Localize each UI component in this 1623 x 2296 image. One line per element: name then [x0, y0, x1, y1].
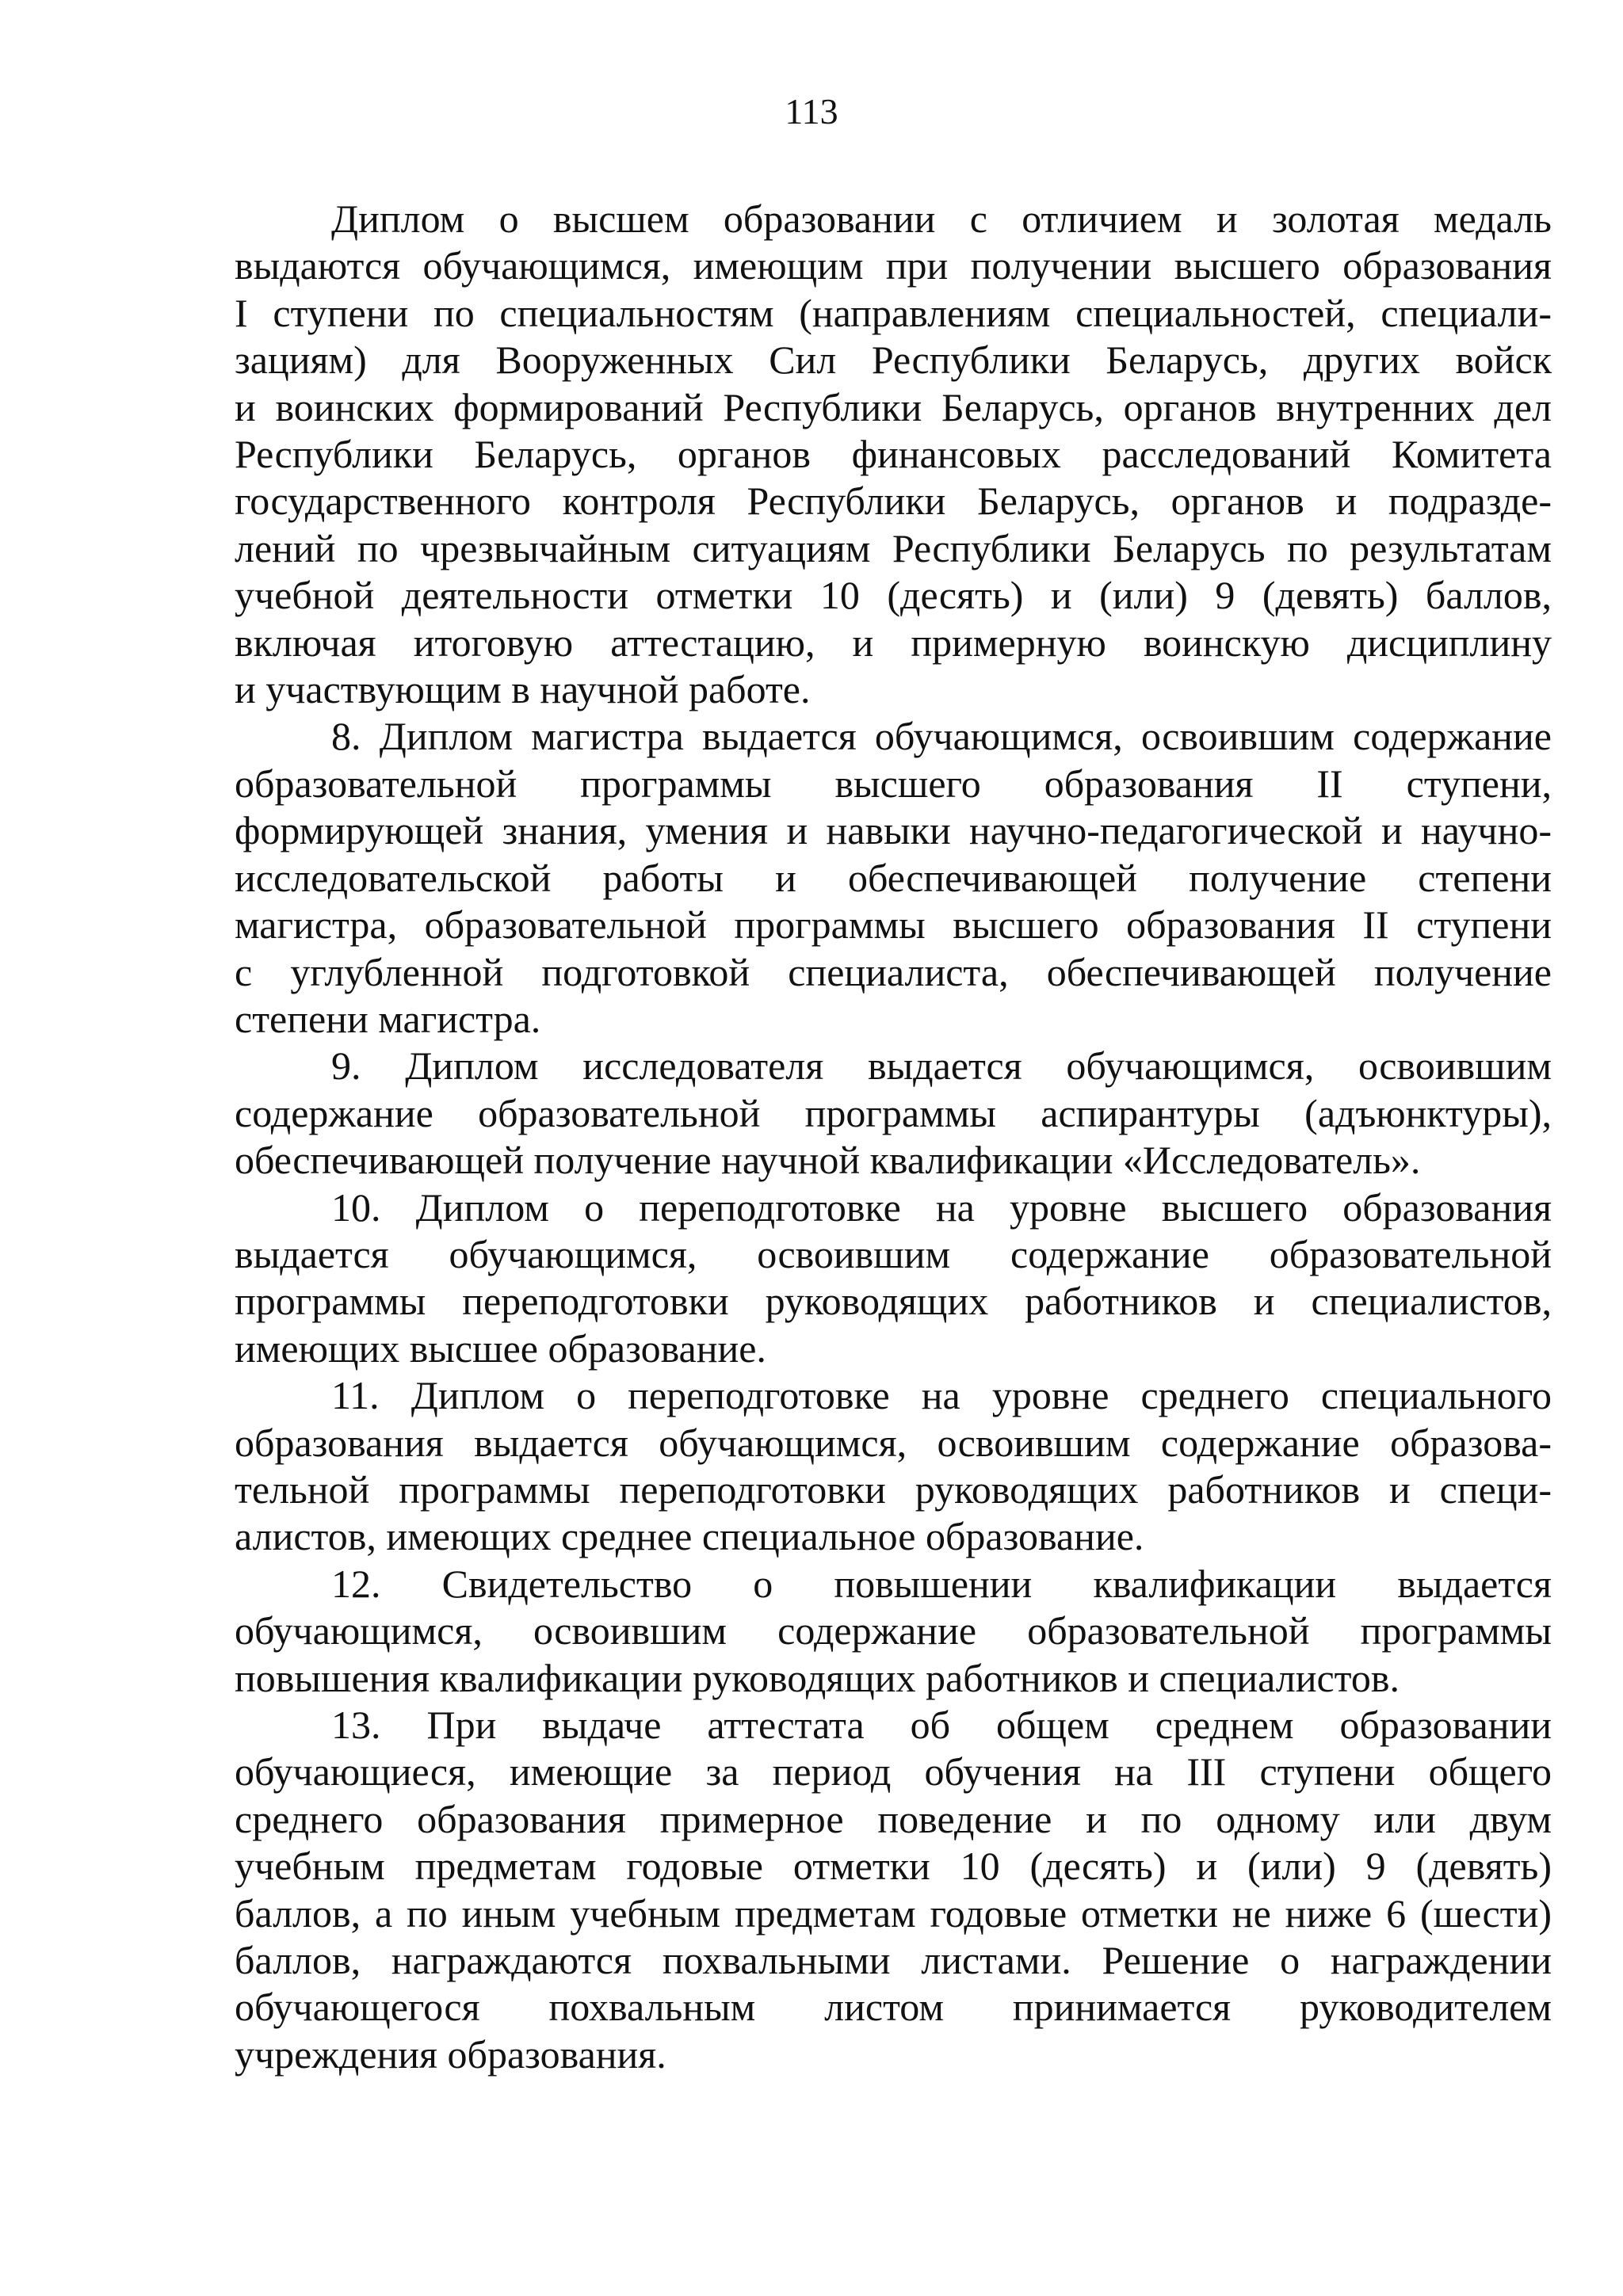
text-line: включая итоговую аттестацию, и примерную воинскую дисциплину	[235, 620, 1552, 665]
document-body	[235, 196, 1552, 2078]
paragraph	[235, 196, 1552, 713]
text-line: Диплом о высшем образовании с отличием и золотая медаль	[331, 196, 1552, 241]
paragraph	[235, 713, 1552, 1043]
text-line: имеющих высшее образование.	[235, 1325, 766, 1371]
text-line: и участвующим в научной работе.	[235, 667, 811, 712]
text-line: учебной деятельности отметки 10 (десять) и (или) 9 (девять) баллов,	[235, 573, 1552, 618]
text-line: обучающиеся, имеющие за период обучения на III ступени общего	[235, 1749, 1552, 1794]
page-number: 113	[785, 91, 838, 132]
text-line: образовательной программы высшего образования II ступени,	[235, 761, 1552, 806]
text-line: баллов, награждаются похвальными листами. Решение о награждении	[235, 1938, 1552, 1983]
text-line: 10. Диплом о переподготовке на уровне высшего образования	[331, 1184, 1552, 1230]
text-line: Республики Беларусь, органов финансовых расследований Комитета	[235, 432, 1552, 477]
text-line: государственного контроля Республики Беларусь, органов и подразде-	[235, 479, 1552, 524]
text-line: учреждения образования.	[235, 2031, 666, 2077]
text-line: степени магистра.	[235, 996, 541, 1041]
text-line: баллов, а по иным учебным предметам годовые отметки не ниже 6 (шести)	[235, 1890, 1552, 1936]
text-line: формирующей знания, умения и навыки научно-педагогической и научно-	[235, 808, 1552, 853]
text-line: I ступени по специальностям (направлениям специальностей, специали-	[235, 290, 1552, 335]
paragraph	[235, 1184, 1552, 1373]
paragraph	[235, 1561, 1552, 1702]
text-line: обучающимся, освоившим содержание образовательной программы	[235, 1608, 1552, 1653]
text-line: алистов, имеющих среднее специальное образование.	[235, 1514, 1144, 1559]
text-line: лений по чрезвычайным ситуациям Республики Беларусь по результатам	[235, 525, 1552, 570]
text-line: 12. Свидетельство о повышении квалификации выдается	[331, 1561, 1552, 1606]
text-line: 8. Диплом магистра выдается обучающимся, освоившим содержание	[331, 714, 1552, 759]
text-line: содержание образовательной программы аспирантуры (адъюнктуры),	[235, 1090, 1552, 1135]
text-line: и воинских формирований Республики Беларусь, органов внутренних дел	[235, 384, 1552, 429]
paragraph	[235, 1372, 1552, 1561]
text-line: обучающегося похвальным листом принимается руководителем	[235, 1985, 1552, 2030]
text-line: выдаются обучающимся, имеющим при получении высшего образования	[235, 243, 1552, 288]
text-line: повышения квалификации руководящих работников и специалистов.	[235, 1655, 1400, 1700]
text-line: среднего образования примерное поведение и по одному или двум	[235, 1796, 1552, 1841]
text-line: 11. Диплом о переподготовке на уровне среднего специального	[331, 1373, 1552, 1418]
paragraph	[235, 1702, 1552, 2078]
text-line: образования выдается обучающимся, освоившим содержание образова-	[235, 1420, 1552, 1465]
text-line: зациям) для Вооруженных Сил Республики Беларусь, других войск	[235, 338, 1552, 383]
text-line: исследовательской работы и обеспечивающей получение степени	[235, 855, 1552, 900]
text-line: учебным предметам годовые отметки 10 (десять) и (или) 9 (девять)	[235, 1844, 1552, 1889]
text-line: выдается обучающимся, освоившим содержание образовательной	[235, 1231, 1552, 1276]
paragraph	[235, 1043, 1552, 1184]
text-line: обеспечивающей получение научной квалификации «Исследователь».	[235, 1138, 1421, 1183]
text-line: магистра, образовательной программы высшего образования II ступени	[235, 902, 1552, 948]
text-line: 13. При выдаче аттестата об общем среднем образовании	[331, 1703, 1552, 1747]
text-line: с углубленной подготовкой специалиста, обеспечивающей получение	[235, 949, 1552, 994]
text-line: программы переподготовки руководящих работников и специалистов,	[235, 1279, 1552, 1324]
text-line: тельной программы переподготовки руководящих работников и специ-	[235, 1466, 1552, 1512]
text-line: 9. Диплом исследователя выдается обучающимся, освоившим	[331, 1043, 1552, 1089]
